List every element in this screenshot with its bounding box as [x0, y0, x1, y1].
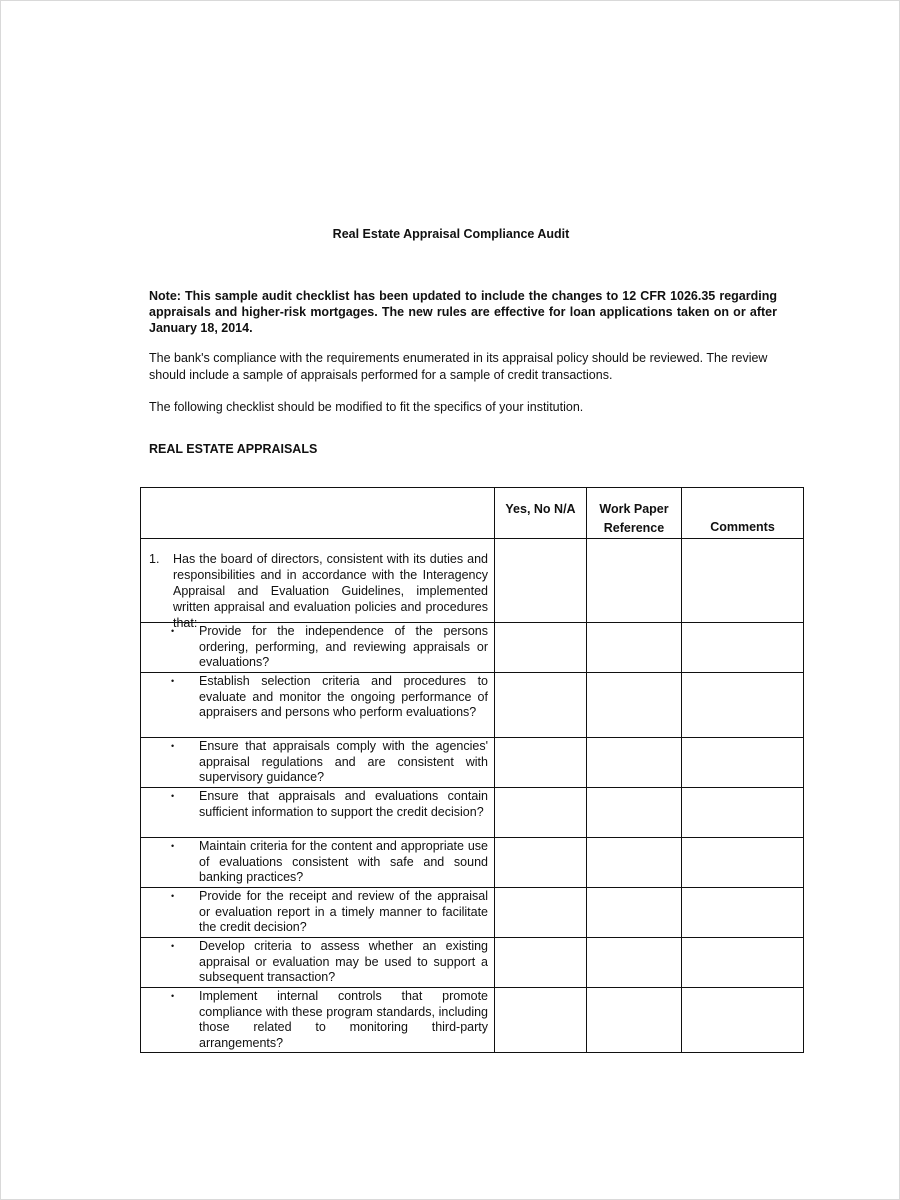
table-row — [141, 539, 804, 623]
comments-cell[interactable] — [682, 838, 804, 888]
sub-item-cell — [141, 673, 495, 738]
sub-item-cell — [141, 988, 495, 1053]
sub-item-text: Develop criteria to assess whether an existing appraisal or evaluation may be used to support a subsequent transaction? — [199, 939, 488, 984]
yes-no-na-cell[interactable] — [495, 539, 587, 623]
update-note: Note: This sample audit checklist has been updated to include the changes to 12 CFR 1026.35 regarding appraisals and higher-risk mortgages. The new rules are effective for loan applications taken on or after January 18, 2014. — [149, 289, 777, 335]
bullet-icon: • — [171, 841, 175, 851]
sub-item-text: Ensure that appraisals and evaluations contain sufficient information to support the credit decision? — [199, 789, 488, 819]
question-column-header — [141, 488, 495, 539]
sub-item-cell — [141, 838, 495, 888]
work-paper-reference-cell[interactable] — [587, 623, 682, 673]
bullet-icon: • — [171, 741, 175, 751]
comments-cell[interactable] — [682, 673, 804, 738]
sub-item-text: Provide for the receipt and review of the appraisal or evaluation report in a timely manner to facilitate the credit decision? — [199, 889, 488, 934]
work-paper-reference-cell[interactable] — [587, 888, 682, 938]
comments-cell[interactable] — [682, 623, 804, 673]
work-paper-reference-cell[interactable] — [587, 539, 682, 623]
comments-cell[interactable] — [682, 938, 804, 988]
yes-no-na-cell[interactable] — [495, 938, 587, 988]
work-paper-reference-cell[interactable] — [587, 738, 682, 788]
yes-no-na-cell[interactable] — [495, 623, 587, 673]
yes-no-na-cell[interactable] — [495, 838, 587, 888]
work-paper-reference-cell[interactable] — [587, 673, 682, 738]
work-paper-reference-cell[interactable] — [587, 938, 682, 988]
bullet-icon: • — [171, 991, 175, 1001]
work-paper-reference-cell[interactable] — [587, 988, 682, 1053]
work-paper-reference-column-header: Work Paper Reference — [587, 488, 682, 539]
bullet-icon: • — [171, 791, 175, 801]
question-number: 1. — [149, 552, 160, 566]
comments-cell[interactable] — [682, 788, 804, 838]
compliance-review-paragraph: The bank's compliance with the requirements enumerated in its appraisal policy should be reviewed. The review should include a sample of appraisals performed for a sample of credit transactions. — [149, 351, 768, 382]
question-text: Has the board of directors, consistent with its duties and responsibilities and in accordance with the Interagency Appraisal and Evaluation Guidelines, implemented written appraisal and evaluation policies and procedures that: — [173, 552, 488, 630]
sub-item-text: Provide for the independence of the persons ordering, performing, and reviewing appraisals or evaluations? — [199, 624, 488, 669]
yes-no-na-column-header: Yes, No N/A — [495, 488, 587, 539]
work-paper-reference-cell[interactable] — [587, 838, 682, 888]
table-row — [141, 623, 804, 673]
sub-item-cell — [141, 788, 495, 838]
comments-cell[interactable] — [682, 988, 804, 1053]
comments-column-header: Comments — [682, 488, 804, 539]
table-row — [141, 673, 804, 738]
sub-item-cell — [141, 888, 495, 938]
sub-item-text: Implement internal controls that promote compliance with these program standards, including those related to monitoring third-party arrangements? — [199, 989, 488, 1050]
yes-no-na-cell[interactable] — [495, 788, 587, 838]
section-heading: REAL ESTATE APPRAISALS — [149, 442, 318, 456]
bullet-icon: • — [171, 676, 175, 686]
yes-no-na-cell[interactable] — [495, 988, 587, 1053]
sub-item-text: Ensure that appraisals comply with the agencies' appraisal regulations and are consistent with supervisory guidance? — [199, 739, 488, 784]
work-paper-reference-cell[interactable] — [587, 788, 682, 838]
sub-item-text: Maintain criteria for the content and appropriate use of evaluations consistent with safe and sound banking practices? — [199, 839, 488, 884]
comments-cell[interactable] — [682, 738, 804, 788]
table-header-row — [141, 488, 804, 539]
yes-no-na-cell[interactable] — [495, 888, 587, 938]
checklist-modification-paragraph: The following checklist should be modified to fit the specifics of your institution. — [149, 400, 584, 414]
table-row — [141, 788, 804, 838]
table-row — [141, 838, 804, 888]
sub-item-text: Establish selection criteria and procedures to evaluate and monitor the ongoing performance of appraisers and persons who perform evaluations? — [199, 674, 488, 719]
bullet-icon: • — [171, 626, 175, 636]
table-row — [141, 888, 804, 938]
table-row — [141, 738, 804, 788]
yes-no-na-cell[interactable] — [495, 673, 587, 738]
table-row — [141, 988, 804, 1053]
sub-item-cell — [141, 738, 495, 788]
yes-no-na-cell[interactable] — [495, 738, 587, 788]
bullet-icon: • — [171, 941, 175, 951]
comments-cell[interactable] — [682, 539, 804, 623]
document-title: Real Estate Appraisal Compliance Audit — [332, 227, 570, 241]
question-cell — [141, 539, 495, 630]
appraisal-checklist-table — [140, 487, 804, 1053]
comments-cell[interactable] — [682, 888, 804, 938]
sub-item-cell — [141, 623, 495, 673]
sub-item-cell — [141, 938, 495, 988]
table-row — [141, 938, 804, 988]
bullet-icon: • — [171, 891, 175, 901]
